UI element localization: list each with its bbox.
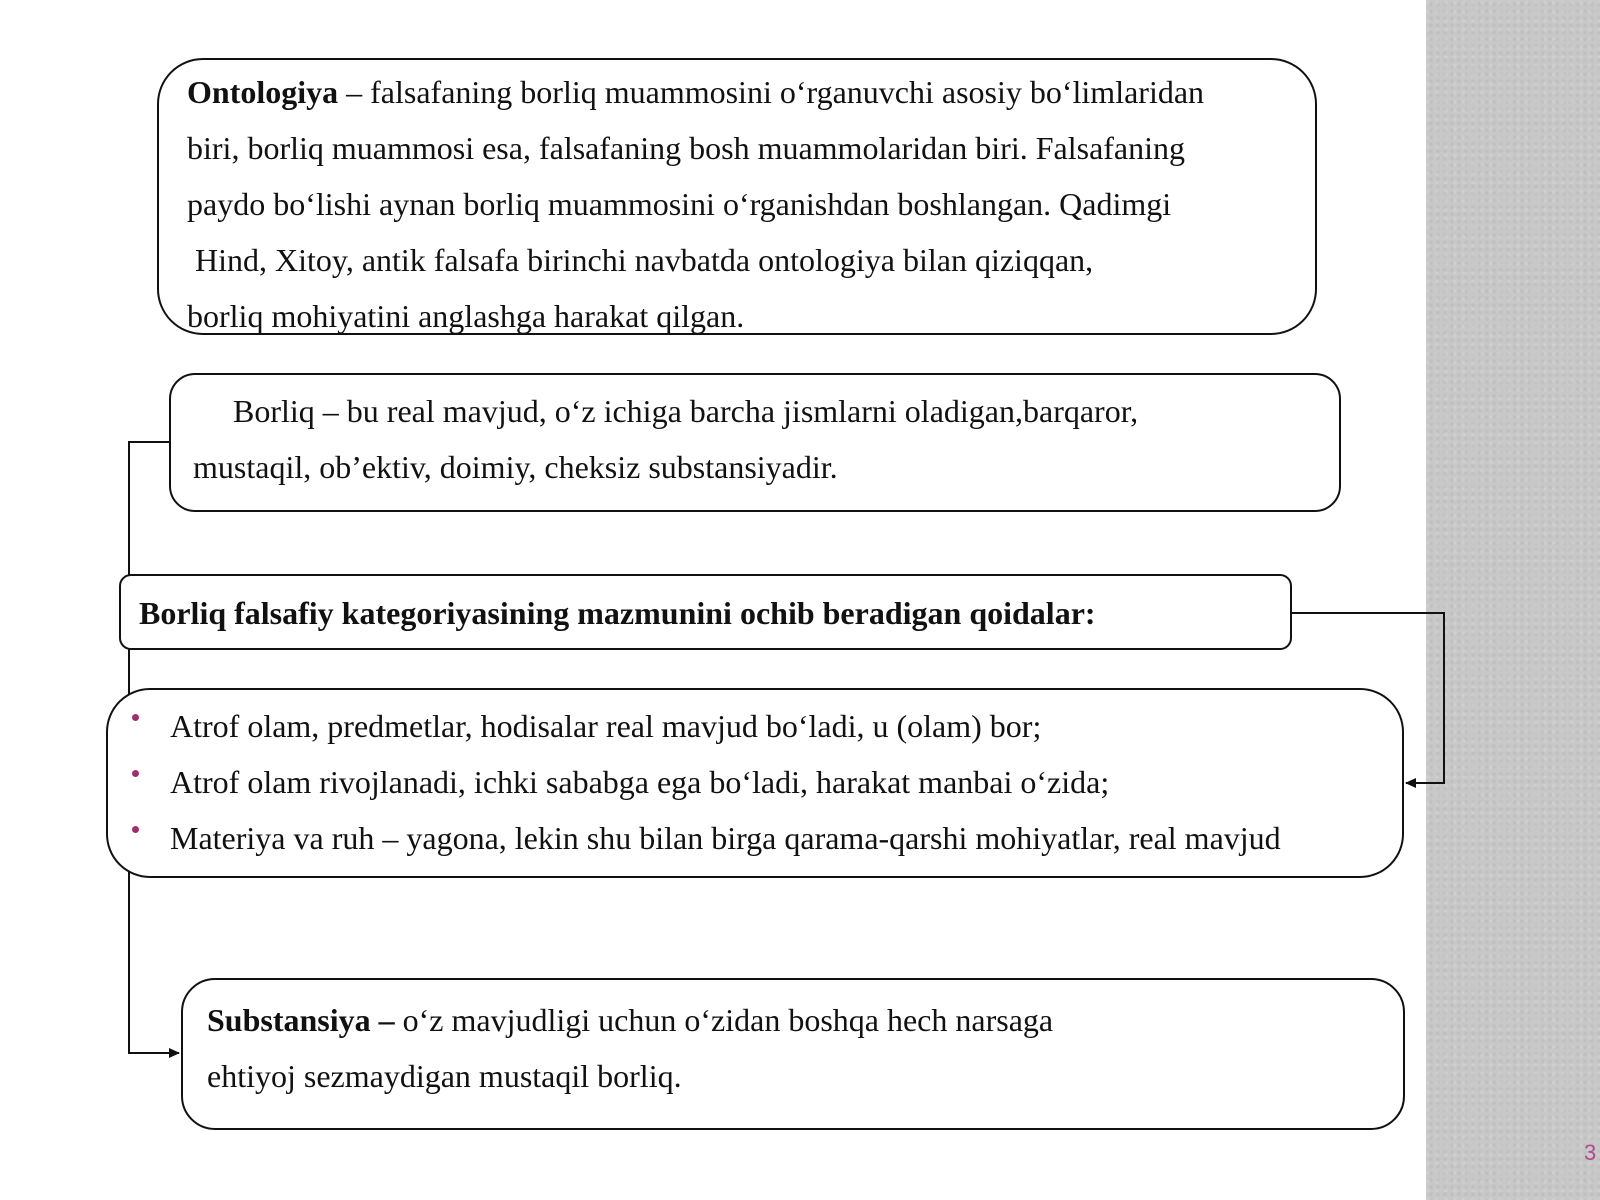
ontology-term: Ontologiya [187, 74, 339, 110]
borliq-line-2: mustaqil, ob’ektiv, doimiy, cheksiz substansiyadir. [193, 449, 838, 485]
substance-term: Substansiya – [207, 1002, 395, 1038]
rules-list-box [106, 688, 1404, 878]
substance-line-2: ehtiyoj sezmaydigan mustaqil borliq. [207, 1058, 682, 1094]
bullet-icon [132, 770, 139, 777]
ontology-line-4: Hind, Xitoy, antik falsafa birinchi navbatda ontologiya bilan qiziqqan, [187, 242, 1094, 278]
decorative-side-panel [1426, 0, 1600, 1200]
borliq-line-1: Borliq – bu real mavjud, o‘z ichiga barcha jismlarni oladigan,barqaror, [193, 393, 1139, 429]
ontology-line-1-rest: – falsafaning borliq muammosini o‘rganuvchi asosiy bo‘limlaridan [338, 74, 1205, 110]
list-item [108, 754, 1402, 810]
substance-line-1 [207, 992, 1403, 1048]
ontology-definition-box [157, 58, 1317, 335]
ontology-line-3: paydo bo‘lishi aynan borliq muammosini o‘rganishdan boshlangan. Qadimgi [187, 186, 1172, 222]
borliq-definition-box [169, 373, 1341, 512]
ontology-line-1 [187, 64, 1315, 120]
rule-text: Materiya va ruh – yagona, lekin shu bilan birga qarama-qarshi mohiyatlar, real mavjud [170, 820, 1281, 856]
bullet-icon [132, 826, 139, 833]
list-item [108, 698, 1402, 754]
rules-title-box [119, 574, 1292, 650]
rules-title: Borliq falsafiy kategoriyasining mazmunini ochib beradigan qoidalar: [139, 595, 1096, 631]
substance-line-1-rest: o‘z mavjudligi uchun o‘zidan boshqa hech narsaga [394, 1002, 1054, 1038]
rule-text: Atrof olam, predmetlar, hodisalar real mavjud bo‘ladi, u (olam) bor; [170, 708, 1042, 744]
rule-text: Atrof olam rivojlanadi, ichki sababga ega bo‘ladi, harakat manbai o‘zida; [170, 764, 1110, 800]
ontology-line-2: biri, borliq muammosi esa, falsafaning bosh muammolaridan biri. Falsafaning [187, 130, 1186, 166]
substance-definition-box [181, 978, 1405, 1130]
slide-number: 3 [1584, 1140, 1597, 1165]
bullet-icon [132, 714, 139, 721]
ontology-line-5: borliq mohiyatini anglashga harakat qilgan. [187, 298, 745, 334]
list-item [108, 810, 1402, 866]
